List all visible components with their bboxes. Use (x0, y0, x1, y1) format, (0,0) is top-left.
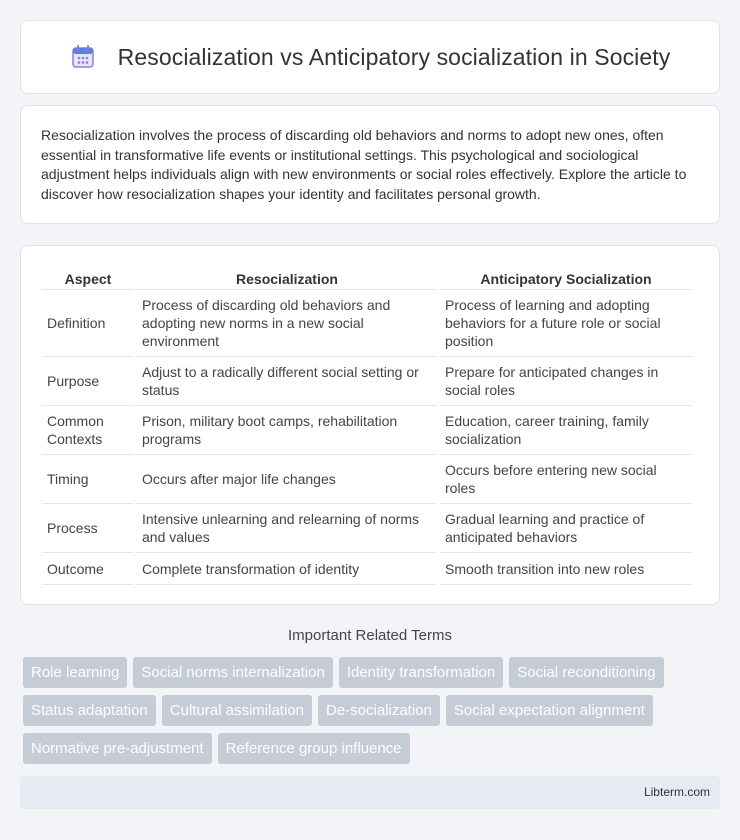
cell-anticipatory: Prepare for anticipated changes in social roles (440, 357, 692, 406)
related-terms-title: Important Related Terms (288, 627, 452, 644)
cell-anticipatory: Smooth transition into new roles (440, 553, 692, 585)
cell-aspect: Process (42, 504, 134, 553)
comparison-table-card (20, 245, 720, 605)
cell-anticipatory: Occurs before entering new social roles (440, 455, 692, 504)
calendar-icon (70, 44, 96, 70)
tag-de-socialization[interactable]: De-socialization (318, 695, 440, 726)
header-anticipatory: Anticipatory Socialization (440, 264, 692, 290)
cell-resocialization: Complete transformation of identity (137, 553, 437, 585)
header-aspect: Aspect (42, 264, 134, 290)
tag-normative-pre-adjustment[interactable]: Normative pre-adjustment (23, 733, 212, 764)
tag-cultural-assimilation[interactable]: Cultural assimilation (162, 695, 312, 726)
tag-reference-group-influence[interactable]: Reference group influence (218, 733, 410, 764)
cell-aspect: Outcome (42, 553, 134, 585)
table-row (42, 357, 692, 406)
footer-site-link[interactable]: Libterm.com (643, 785, 710, 799)
header-resocialization: Resocialization (137, 264, 437, 290)
table-row (42, 290, 692, 357)
table-row (42, 406, 692, 455)
tag-social-norms-internalization[interactable]: Social norms internalization (133, 657, 332, 688)
cell-aspect: Timing (42, 455, 134, 504)
table-row (42, 553, 692, 585)
tag-role-learning[interactable]: Role learning (23, 657, 127, 688)
table-row (42, 455, 692, 504)
footer (20, 776, 720, 809)
cell-aspect: Common Contexts (42, 406, 134, 455)
cell-anticipatory: Process of learning and adopting behaviors for a future role or social position (440, 290, 692, 357)
tag-identity-transformation[interactable]: Identity transformation (339, 657, 503, 688)
tag-social-expectation-alignment[interactable]: Social expectation alignment (446, 695, 653, 726)
cell-anticipatory: Education, career training, family socialization (440, 406, 692, 455)
cell-aspect: Purpose (42, 357, 134, 406)
comparison-table (39, 264, 695, 585)
cell-resocialization: Intensive unlearning and relearning of norms and values (137, 504, 437, 553)
intro-text: Resocialization involves the process of discarding old behaviors and norms to adopt new ones, often essential in transformative life events or institutional settings. This psychological and sociological adjustment helps individuals align with new environments or social roles effectively. Explore the article to discover how resocialization shapes your identity and facilitates personal growth. (41, 127, 687, 202)
cell-resocialization: Occurs after major life changes (137, 455, 437, 504)
tag-status-adaptation[interactable]: Status adaptation (23, 695, 156, 726)
title-card (20, 20, 720, 94)
page-title: Resocialization vs Anticipatory socialization in Society (117, 43, 671, 70)
cell-aspect: Definition (42, 290, 134, 357)
related-terms-tags (23, 657, 723, 764)
cell-resocialization: Process of discarding old behaviors and adopting new norms in a new social environment (137, 290, 437, 357)
table-row (42, 504, 692, 553)
cell-resocialization: Prison, military boot camps, rehabilitation programs (137, 406, 437, 455)
cell-resocialization: Adjust to a radically different social setting or status (137, 357, 437, 406)
tag-social-reconditioning[interactable]: Social reconditioning (509, 657, 663, 688)
intro-card (20, 105, 720, 224)
cell-anticipatory: Gradual learning and practice of anticipated behaviors (440, 504, 692, 553)
table-header-row (42, 264, 692, 290)
